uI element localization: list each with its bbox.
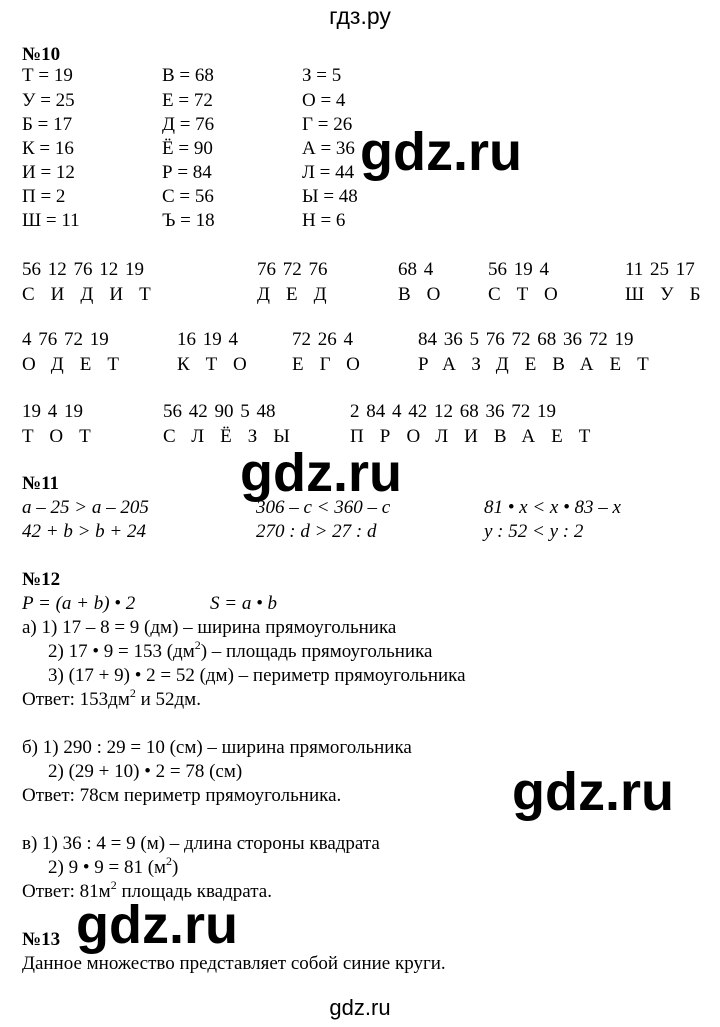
letter-value: Б = 17	[22, 114, 73, 135]
decoded-word: ЕГО	[292, 354, 376, 375]
letter-value: Ш = 11	[22, 210, 80, 231]
inequality: 306 – c < 360 – c	[256, 497, 391, 518]
watermark-logo: gdz.ru	[76, 895, 238, 955]
task13-title: №13	[22, 929, 61, 950]
code-numbers: 16 19 4	[177, 329, 238, 350]
code-numbers: 2 84 4 42 12 68 36 72 19	[350, 401, 556, 422]
inequality: a – 25 > a – 205	[22, 497, 149, 518]
task12-title: №12	[22, 569, 61, 590]
area-formula: S = a • b	[210, 593, 277, 614]
inequality: 42 + b > b + 24	[22, 521, 146, 542]
decoded-word: ОДЕТ	[22, 354, 135, 375]
watermark-logo: gdz.ru	[360, 122, 522, 182]
letter-value: Р = 84	[162, 162, 212, 183]
code-numbers: 56 19 4	[488, 259, 549, 280]
page-footer: gdz.ru	[329, 995, 391, 1020]
code-numbers: 4 76 72 19	[22, 329, 109, 350]
letter-value: Ы = 48	[302, 186, 358, 207]
perimeter-formula: P = (a + b) • 2	[22, 593, 136, 614]
watermark-logo: gdz.ru	[240, 443, 402, 503]
answer-line: Ответ: $153дм^2$ и 52дм.	[22, 685, 201, 710]
watermark-logo: gdz.ru	[512, 762, 674, 822]
task13-text: Данное множество представляет собой синие круги.	[22, 953, 446, 974]
decoded-word: СИДИТ	[22, 284, 167, 305]
letter-value: У = 25	[22, 90, 75, 111]
decoded-word: РАЗДЕВАЕТ	[418, 354, 665, 375]
letter-value: Ё = 90	[162, 138, 213, 159]
page-header: гдз.ру	[329, 3, 391, 29]
inequality: 270 : d > 27 : d	[256, 521, 377, 542]
letter-value: О = 4	[302, 90, 346, 111]
answer-line: Ответ: $81м^2$ площадь квадрата.	[22, 877, 272, 902]
decoded-word: СЛЁЗЫ	[163, 426, 306, 447]
decoded-word: КТО	[177, 354, 263, 375]
decoded-word: ШУБ	[625, 284, 717, 305]
code-numbers: 56 42 90 5 48	[163, 401, 276, 422]
decoded-word: СТО	[488, 284, 574, 305]
solution-line: 2) (29 + 10) • 2 = 78 (см)	[48, 761, 243, 782]
letter-value: З = 5	[302, 65, 342, 86]
solution-line: а) 1) 17 – 8 = 9 (дм) – ширина прямоугольника	[22, 617, 397, 638]
code-numbers: 19 4 19	[22, 401, 83, 422]
letter-value: В = 68	[162, 65, 214, 86]
letter-value: Г = 26	[302, 114, 353, 135]
inequality: 81 • x < x • 83 – x	[484, 497, 621, 518]
code-numbers: 84 36 5 76 72 68 36 72 19	[418, 329, 634, 350]
inequality: y : 52 < y : 2	[484, 521, 584, 542]
solution-line: 3) (17 + 9) • 2 = 52 (дм) – периметр прямоугольника	[48, 665, 466, 686]
solution-line: 2) 9 • 9 = 81 $(м^2)$	[48, 853, 179, 878]
letter-value: Н = 6	[302, 210, 346, 231]
code-numbers: 11 25 17	[625, 259, 695, 280]
letter-value: Л = 44	[302, 162, 355, 183]
letter-value: П = 2	[22, 186, 66, 207]
solution-line: б) 1) 290 : 29 = 10 (см) – ширина прямогольника	[22, 737, 412, 758]
letter-value: Ъ = 18	[162, 210, 215, 231]
code-numbers: 56 12 76 12 19	[22, 259, 144, 280]
task10-title: №10	[22, 44, 61, 65]
code-numbers: 72 26 4	[292, 329, 353, 350]
solution-line: в) 1) 36 : 4 = 9 (м) – длина стороны квадрата	[22, 833, 380, 854]
code-numbers: 68 4	[398, 259, 434, 280]
letter-value: И = 12	[22, 162, 75, 183]
decoded-word: ВО	[398, 284, 457, 305]
code-numbers: 76 72 76	[257, 259, 328, 280]
letter-value: Е = 72	[162, 90, 213, 111]
letter-value: К = 16	[22, 138, 74, 159]
decoded-word: ПРОЛИВАЕТ	[350, 426, 607, 447]
decoded-word: ТОТ	[22, 426, 107, 447]
letter-value: Д = 76	[162, 114, 215, 135]
letter-value: А = 36	[302, 138, 355, 159]
letter-value: Т = 19	[22, 65, 73, 86]
solution-line: 2) 17 • 9 = 153 $(дм^2)$ – площадь прямоугольника	[48, 637, 433, 662]
decoded-word: ДЕД	[257, 284, 343, 305]
answer-line: Ответ: 78см периметр прямоугольника.	[22, 785, 342, 806]
letter-value: С = 56	[162, 186, 214, 207]
task11-title: №11	[22, 473, 60, 494]
